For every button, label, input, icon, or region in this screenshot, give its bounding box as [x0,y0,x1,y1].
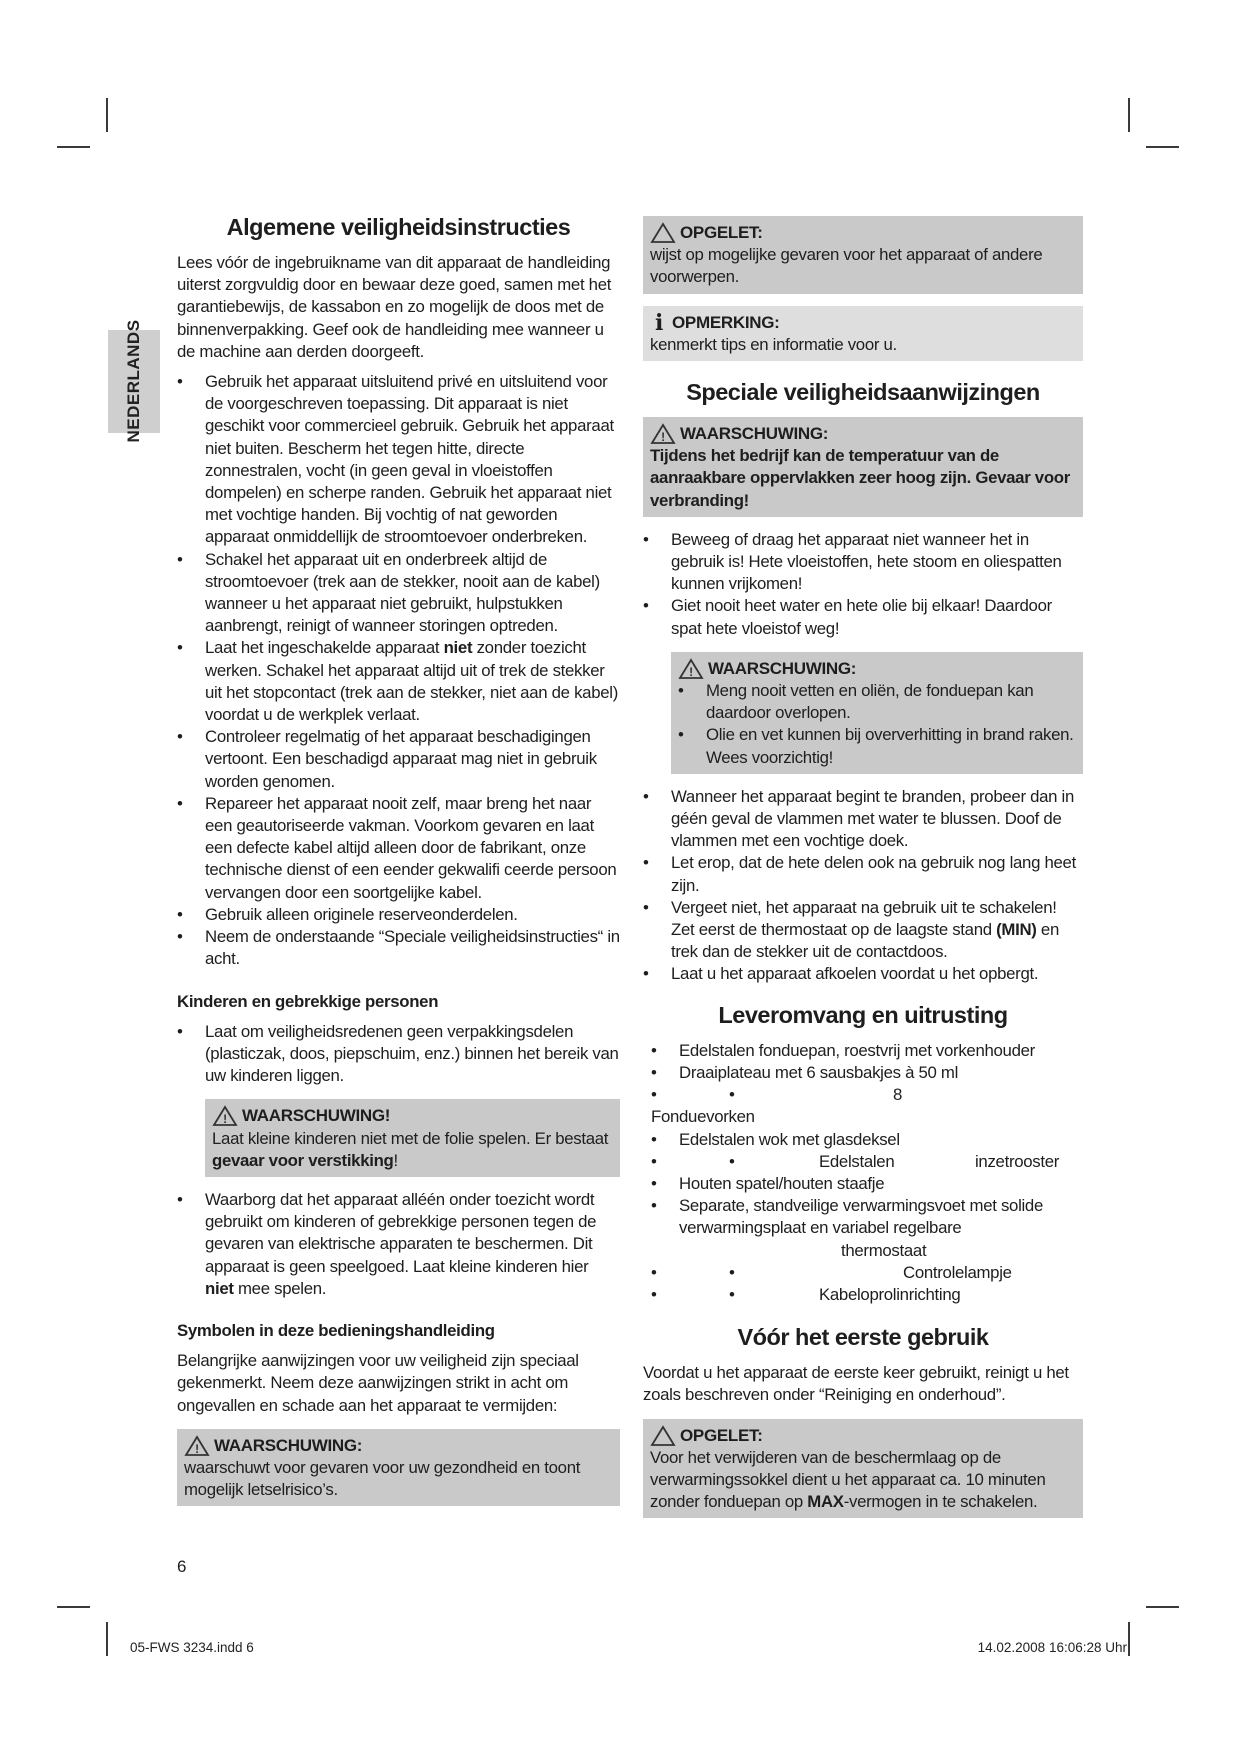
crop-mark [106,1622,108,1656]
list-item: • Beweeg of draag het apparaat niet wanneer het in gebruik is! Hete vloeistoffen, hete stoom en oliespatten kunnen vrijkomen! [643,529,1083,596]
list-item: • • Edelstalen inzetrooster [651,1151,1083,1173]
oil-warning-box: ! WAARSCHUWING: • Meng nooit vetten en oliën, de fonduepan kan daardoor overlopen. • Olie en vet kunnen bij oververhitting in brand raken. Wees voorzichtig! [671,652,1083,774]
first-use-paragraph: Voordat u het apparaat de eerste keer gebruikt, reinigt u het zoals beschreven onder “Reiniging en onderhoud”. [643,1363,1069,1405]
warning-triangle-icon [184,1435,210,1457]
note-box: i OPMERKING: kenmerkt tips en informatie voor u. [643,306,1083,361]
list-item: • Let erop, dat de hete delen ook na gebruik nog lang heet zijn. [643,852,1083,896]
warning-triangle-icon [212,1105,238,1127]
children-list-2 [177,1189,620,1300]
list-item: • Gebruik het apparaat uitsluitend privé en uitsluitend voor de voorgeschreven toepassing. Dit apparaat is niet geschikt voor commercieel gebruik. Gebruik het apparaat niet buiten. Bescherm het tegen hitte, directe zonnestralen, vocht (in geen geval in vloeistoffen dompelen) en scherpe randen. Gebruik het apparaat niet met vochtige handen. Bij vochtig of nat geworden apparaat onmiddellijk de stroomtoevoer onderbreken. [177,371,620,549]
safety-list [177,371,620,970]
list-item: • Schakel het apparaat uit en onderbreek altijd de stroomtoevoer (trek aan de stekker, nooit aan de kabel) wanneer u het apparaat niet gebruikt, hulpstukken aanbrengt, reinigt of wanneer storingen optreden. [177,549,620,638]
general-safety-title: Algemene veiligheidsinstructies [226,214,571,240]
scope-list [643,1040,1083,1306]
list-item: • Wanneer het apparaat begint te branden, probeer dan in géén geval de vlammen met water te blussen. Doof de vlammen met een vochtige doek. [643,786,1083,853]
crop-mark [1128,1622,1130,1656]
list-item: • Draaiplateau met 6 sausbakjes à 50 ml [651,1062,1083,1084]
list-item: • Laat u het apparaat afkoelen voordat u het opbergt. [643,963,1083,985]
first-use-caution-box: OPGELET: Voor het verwijderen van de beschermlaag op de verwarmingssokkel dient u het apparaat ca. 10 minuten zonder fonduepan op MAX-vermogen in te schakelen. [643,1419,1083,1519]
left-column [177,212,620,1518]
children-list [177,1021,620,1088]
right-column [643,212,1083,1530]
caution-triangle-icon [650,222,676,244]
svg-text:!: ! [223,1112,227,1127]
warning-triangle-icon [678,658,704,680]
special-list-2 [643,786,1083,986]
svg-text:!: ! [661,430,665,445]
footer-right: 14.02.2008 16:06:28 Uhr [977,1640,1127,1655]
special-list [643,529,1083,640]
intro-paragraph: Lees vóór de ingebruikname van dit apparaat de handleiding uiterst zorgvuldig door en bewaar deze goed, samen met het garantiebewijs, de kassabon en zo mogelijk de doos met de binnenverpakking. Geef ook de handleiding mee wanneer u de machine aan derden doorgeeft. [177,253,612,361]
list-item: • Edelstalen fonduepan, roestvrij met vorkenhouder [651,1040,1083,1062]
crop-mark [1128,98,1130,132]
svg-text:!: ! [195,1441,199,1456]
special-safety-title: Speciale veiligheidsaanwijzingen [686,379,1040,406]
special-warning-box: ! WAARSCHUWING: Tijdens het bedrijf kan de temperatuur van de aanraakbare oppervlakken zeer hoog zijn. Gevaar voor verbranding! [643,417,1083,517]
language-tab [108,319,160,443]
list-item: • Giet nooit heet water en hete olie bij elkaar! Daardoor spat hete vloeistof weg! [643,595,1083,639]
children-heading: Kinderen en gebrekkige personen [177,991,439,1011]
crop-mark [1146,1606,1179,1608]
caution-triangle-icon [650,1425,676,1447]
crop-mark [1146,146,1179,148]
list-item: • Meng nooit vetten en oliën, de fonduepan kan daardoor overlopen. [678,680,1076,724]
symbols-paragraph: Belangrijke aanwijzingen voor uw veiligheid zijn speciaal gekenmerkt. Neem deze aanwijzingen strikt in acht om ongevallen en schade aan het apparaat te vermijden: [177,1351,579,1415]
list-item: • Laat om veiligheidsredenen geen verpakkingsdelen (plasticzak, doos, piepschuim, enz.) binnen het bereik van uw kinderen liggen. [177,1021,620,1088]
list-item: • Laat het ingeschakelde apparaat niet zonder toezicht werken. Schakel het apparaat altijd uit of trek de stekker uit het stopcontact (trek aan de stekker, niet aan de kabel) voordat u de werkplek verlaat. [177,637,620,726]
footer-left: 05-FWS 3234.indd 6 [130,1640,254,1655]
list-item: • Waarborg dat het apparaat alléén onder toezicht wordt gebruikt om kinderen of gebrekkige personen tegen de gevaren van elektrische apparaten te beschermen. Dit apparaat is geen speelgoed. Laat kleine kinderen hier niet mee spelen. [177,1189,620,1300]
info-icon: i [654,309,664,336]
list-item: • Repareer het apparaat nooit zelf, maar breng het naar een geautoriseerde vakman. Voorkom gevaren en laat een defecte kabel altijd alleen door de fabrikant, onze technische dienst of een eender gekwalifi ceerde persoon vervangen door een soortgelijke kabel. [177,793,620,904]
list-item: • Houten spatel/houten staafje [651,1173,1083,1195]
list-item: • • 8Fonduevorken [651,1084,1083,1128]
children-warning-box: ! WAARSCHUWING! Laat kleine kinderen niet met de folie spelen. Er bestaat gevaar voor verstikking! [205,1099,620,1177]
page-number: 6 [177,1557,187,1576]
list-item: • • Kabeloprolinrichting [651,1284,1083,1306]
crop-mark [57,1606,90,1608]
caution-box: OPGELET: wijst op mogelijke gevaren voor het apparaat of andere voorwerpen. [643,216,1083,294]
list-item: • Edelstalen wok met glasdeksel [651,1129,1083,1151]
language-tab-label: NEDERLANDS [124,319,143,443]
first-use-title: Vóór het eerste gebruik [737,1324,989,1351]
list-item: • Vergeet niet, het apparaat na gebruik uit te schakelen! Zet eerst de thermostaat op de laagste stand (MIN) en trek dan de stekker uit de contactdoos. [643,897,1083,964]
list-item: • Neem de onderstaande “Speciale veiligheidsinstructies“ in acht. [177,926,620,970]
crop-mark [57,146,90,148]
symbols-heading: Symbolen in deze bedieningshandleiding [177,1320,495,1340]
list-item: • • Controlelampje [651,1262,1083,1284]
list-item: • Separate, standveilige verwarmingsvoet met solide verwarmingsplaat en variabel regelbare thermostaat [651,1195,1083,1262]
symbols-warning-box: ! WAARSCHUWING: waarschuwt voor gevaren voor uw gezondheid en toont mogelijk letselrisico’s. [177,1429,620,1507]
list-item: • Olie en vet kunnen bij oververhitting in brand raken. Wees voorzichtig! [678,724,1076,768]
oil-warning-list [678,680,1076,769]
warning-triangle-icon [650,423,676,445]
list-item: • Gebruik alleen originele reserveonderdelen. [177,904,620,926]
scope-title: Leveromvang en uitrusting [718,1001,1008,1028]
list-item: • Controleer regelmatig of het apparaat beschadigingen vertoont. Een beschadigd apparaat mag niet in gebruik worden genomen. [177,726,620,793]
crop-mark [106,98,108,132]
svg-text:!: ! [689,664,693,679]
